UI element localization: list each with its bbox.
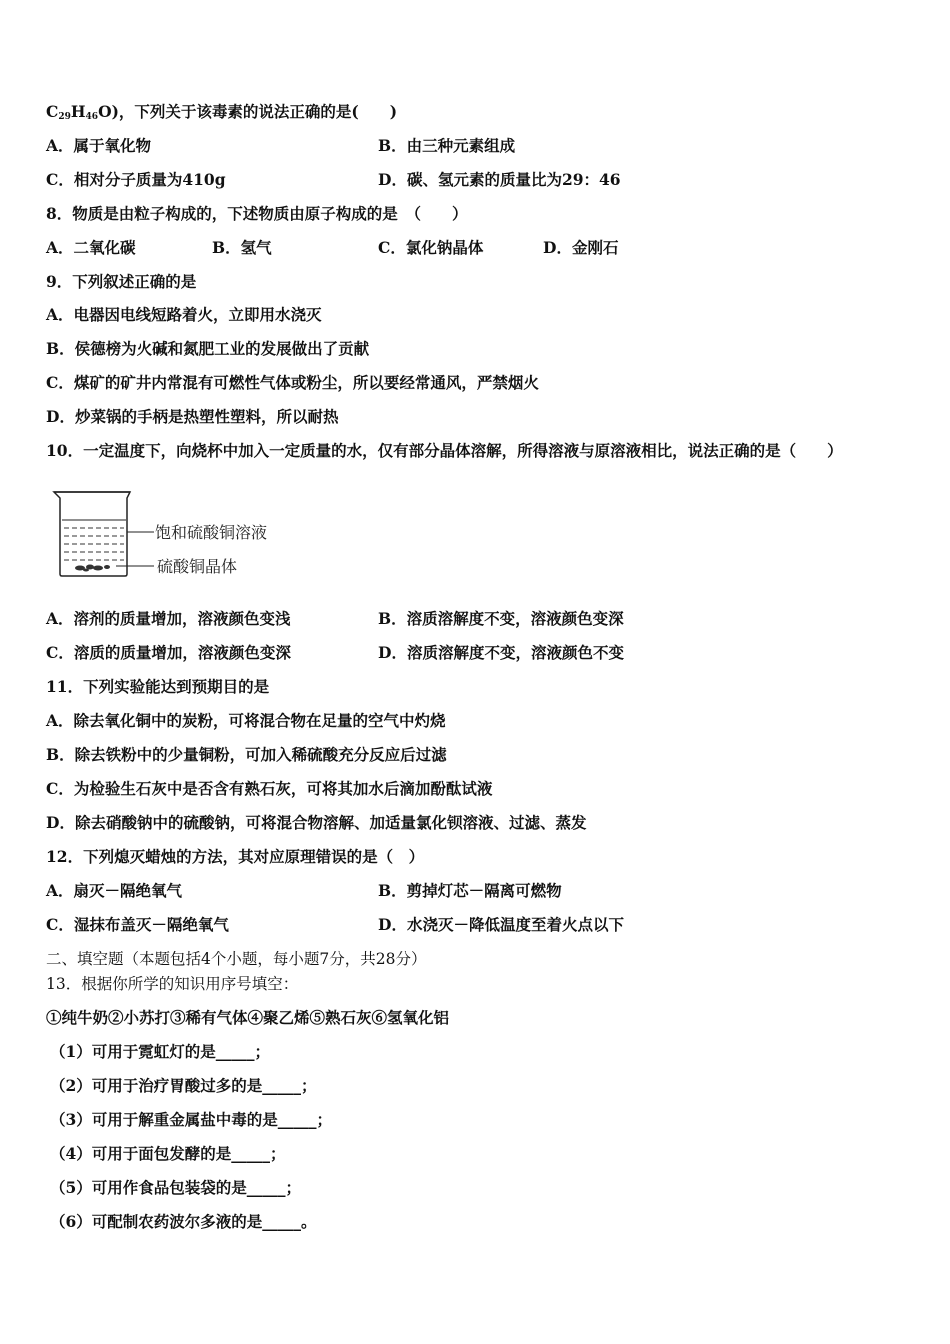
q7-option-b: B．由三种元素组成 <box>378 136 516 155</box>
q7-option-d: D．碳、氢元素的质量比为29：46 <box>378 170 621 189</box>
q8-option-a: A．二氧化碳 <box>46 238 136 257</box>
q7-stem: $C_{29}H_{46}O$)，下列关于该毒素的说法正确的是( ) <box>46 102 398 122</box>
crystal-label: 硫酸铜晶体 <box>157 557 238 576</box>
q10-option-d: D．溶质溶解度不变，溶液颜色不变 <box>378 643 624 662</box>
q11-option-b: B．除去铁粉中的少量铜粉，可加入稀硫酸充分反应后过滤 <box>46 745 447 764</box>
q13-item: （3）可用于解重金属盐中毒的是_____； <box>50 1110 333 1129</box>
q13-stem: 13．根据你所学的知识用序号填空： <box>46 975 299 993</box>
q13-item: （4）可用于面包发酵的是_____； <box>50 1144 286 1163</box>
q7-option-c: C．相对分子质量为410g <box>46 170 226 189</box>
q8-option-b: B．氢气 <box>212 238 272 257</box>
q11-option-a: A．除去氧化铜中的炭粉，可将混合物在足量的空气中灼烧 <box>46 711 446 730</box>
q10-option-c: C．溶质的质量增加，溶液颜色变深 <box>46 643 291 662</box>
q8-option-d: D．金刚石 <box>543 238 619 257</box>
q9-stem: 9．下列叙述正确的是 <box>46 272 197 291</box>
q13-options: ①纯牛奶②小苏打③稀有气体④聚乙烯⑤熟石灰⑥氢氧化铝 <box>46 1008 450 1027</box>
q12-option-a: A．扇灭－隔绝氧气 <box>46 881 183 900</box>
q9-option-d: D．炒菜锅的手柄是热塑性塑料，所以耐热 <box>46 407 339 426</box>
q10-stem: 10．一定温度下，向烧杯中加入一定质量的水，仅有部分晶体溶解，所得溶液与原溶液相比，说法正确的是（ ） <box>46 441 843 460</box>
q12-option-c: C．湿抹布盖灭－隔绝氧气 <box>46 915 229 934</box>
q13-item: （2）可用于治疗胃酸过多的是_____； <box>50 1076 317 1095</box>
q12-stem: 12．下列熄灭蜡烛的方法，其对应原理错误的是（ ） <box>46 847 425 866</box>
crystal-deposit <box>75 565 110 572</box>
solution-hatching <box>64 528 124 560</box>
q9-option-a: A．电器因电线短路着火，立即用水浇灭 <box>46 305 322 324</box>
q9-option-c: C．煤矿的矿井内常混有可燃性气体或粉尘，所以要经常通风，严禁烟火 <box>46 373 539 392</box>
q12-option-d: D．水浇灭－降低温度至着火点以下 <box>378 915 624 934</box>
q7-option-a: A．属于氧化物 <box>46 136 152 155</box>
solution-label: 饱和硫酸铜溶液 <box>155 523 268 542</box>
section2-title: 二、填空题（本题包括4个小题，每小题7分，共28分） <box>46 950 427 968</box>
q8-stem: 8．物质是由粒子构成的，下述物质由原子构成的是 （ ） <box>46 204 468 223</box>
q13-item: （5）可用作食品包装袋的是_____； <box>50 1178 302 1197</box>
q11-option-c: C．为检验生石灰中是否含有熟石灰，可将其加水后滴加酚酞试液 <box>46 779 493 798</box>
q11-stem: 11．下列实验能达到预期目的是 <box>46 677 270 696</box>
beaker-outline <box>54 492 130 576</box>
q8-option-c: C．氯化钠晶体 <box>378 238 484 257</box>
q10-option-b: B．溶质溶解度不变，溶液颜色变深 <box>378 609 624 628</box>
beaker-figure <box>50 488 290 583</box>
q13-item: （6）可配制农药波尔多液的是_____。 <box>50 1212 317 1231</box>
q13-item: （1）可用于霓虹灯的是_____； <box>50 1042 271 1061</box>
q12-option-b: B．剪掉灯芯－隔离可燃物 <box>378 881 562 900</box>
q11-option-d: D．除去硝酸钠中的硫酸钠，可将混合物溶解、加适量氯化钡溶液、过滤、蒸发 <box>46 813 587 832</box>
q10-option-a: A．溶剂的质量增加，溶液颜色变浅 <box>46 609 291 628</box>
q9-option-b: B．侯德榜为火碱和氮肥工业的发展做出了贡献 <box>46 339 370 358</box>
